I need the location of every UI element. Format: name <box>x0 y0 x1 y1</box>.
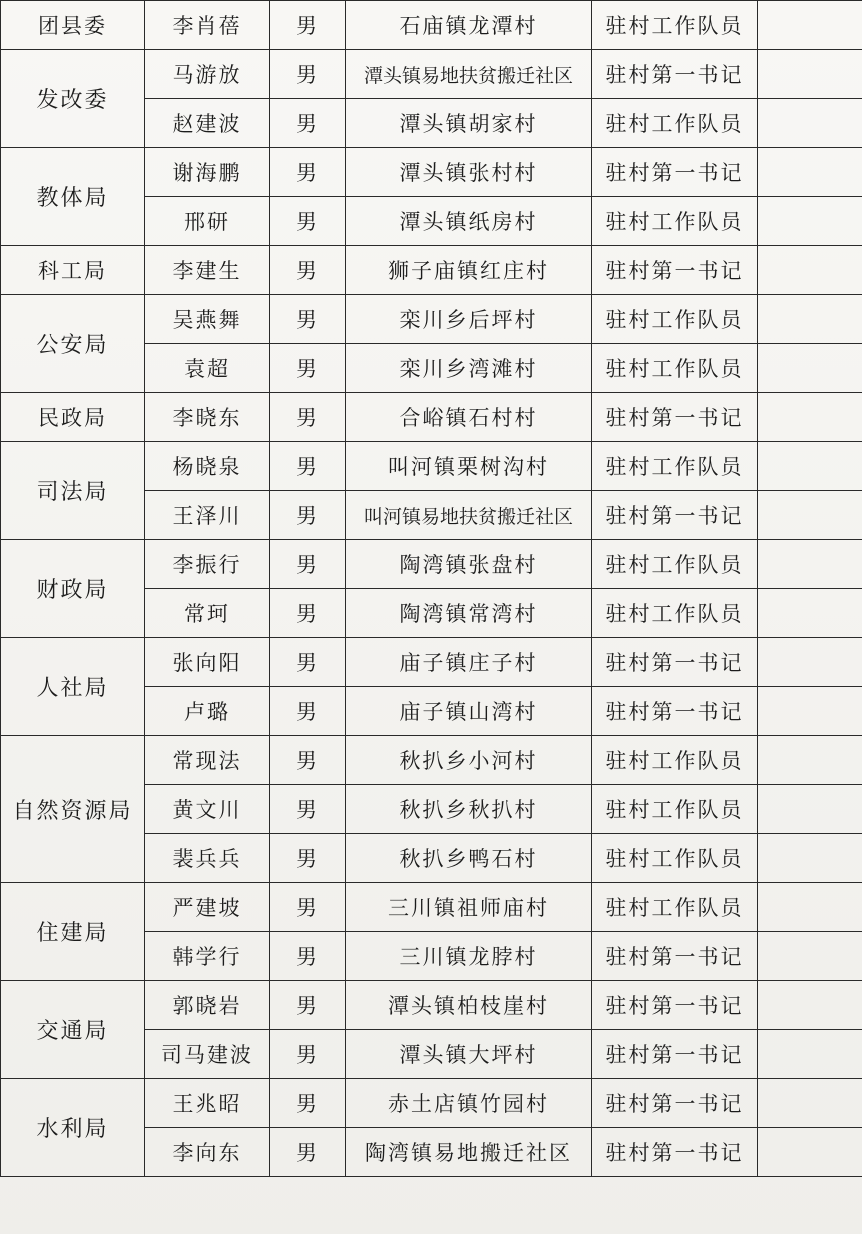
gender-cell: 男 <box>270 540 346 589</box>
unit-cell: 发改委 <box>1 50 145 148</box>
role-cell: 驻村第一书记 <box>592 638 758 687</box>
blank-cell <box>758 491 862 540</box>
role-cell: 驻村第一书记 <box>592 1079 758 1128</box>
unit-cell: 交通局 <box>1 981 145 1079</box>
blank-cell <box>758 736 862 785</box>
village-cell: 合峪镇石村村 <box>346 393 592 442</box>
role-cell: 驻村第一书记 <box>592 491 758 540</box>
village-cell: 三川镇龙脖村 <box>346 932 592 981</box>
unit-cell: 民政局 <box>1 393 145 442</box>
blank-cell <box>758 1128 862 1177</box>
role-cell: 驻村第一书记 <box>592 1128 758 1177</box>
table-row <box>1 442 862 491</box>
name-cell: 谢海鹏 <box>145 148 270 197</box>
role-cell: 驻村工作队员 <box>592 295 758 344</box>
gender-cell: 男 <box>270 834 346 883</box>
blank-cell <box>758 932 862 981</box>
table-row <box>1 981 862 1030</box>
blank-cell <box>758 344 862 393</box>
village-cell: 赤土店镇竹园村 <box>346 1079 592 1128</box>
role-cell: 驻村工作队员 <box>592 883 758 932</box>
role-cell: 驻村第一书记 <box>592 981 758 1030</box>
name-cell: 李肖蓓 <box>145 1 270 50</box>
village-cell: 狮子庙镇红庄村 <box>346 246 592 295</box>
gender-cell: 男 <box>270 491 346 540</box>
role-cell: 驻村第一书记 <box>592 393 758 442</box>
village-cell: 潭头镇柏枝崖村 <box>346 981 592 1030</box>
gender-cell: 男 <box>270 344 346 393</box>
table-row <box>1 1079 862 1128</box>
village-cell: 庙子镇庄子村 <box>346 638 592 687</box>
village-cell: 三川镇祖师庙村 <box>346 883 592 932</box>
name-cell: 吴燕舞 <box>145 295 270 344</box>
role-cell: 驻村工作队员 <box>592 1 758 50</box>
name-cell: 赵建波 <box>145 99 270 148</box>
role-cell: 驻村工作队员 <box>592 197 758 246</box>
name-cell: 李晓东 <box>145 393 270 442</box>
village-cell: 秋扒乡秋扒村 <box>346 785 592 834</box>
gender-cell: 男 <box>270 393 346 442</box>
blank-cell <box>758 785 862 834</box>
village-cell: 陶湾镇张盘村 <box>346 540 592 589</box>
name-cell: 裴兵兵 <box>145 834 270 883</box>
gender-cell: 男 <box>270 1030 346 1079</box>
name-cell: 郭晓岩 <box>145 981 270 1030</box>
role-cell: 驻村第一书记 <box>592 246 758 295</box>
role-cell: 驻村工作队员 <box>592 99 758 148</box>
name-cell: 严建坡 <box>145 883 270 932</box>
gender-cell: 男 <box>270 1 346 50</box>
table-row <box>1 736 862 785</box>
role-cell: 驻村第一书记 <box>592 687 758 736</box>
gender-cell: 男 <box>270 148 346 197</box>
gender-cell: 男 <box>270 981 346 1030</box>
name-cell: 卢璐 <box>145 687 270 736</box>
name-cell: 袁超 <box>145 344 270 393</box>
blank-cell <box>758 50 862 99</box>
gender-cell: 男 <box>270 638 346 687</box>
blank-cell <box>758 1079 862 1128</box>
name-cell: 李建生 <box>145 246 270 295</box>
village-cell: 庙子镇山湾村 <box>346 687 592 736</box>
village-cell: 叫河镇栗树沟村 <box>346 442 592 491</box>
blank-cell <box>758 393 862 442</box>
role-cell: 驻村第一书记 <box>592 148 758 197</box>
name-cell: 常现法 <box>145 736 270 785</box>
role-cell: 驻村第一书记 <box>592 932 758 981</box>
role-cell: 驻村工作队员 <box>592 785 758 834</box>
gender-cell: 男 <box>270 50 346 99</box>
gender-cell: 男 <box>270 687 346 736</box>
gender-cell: 男 <box>270 99 346 148</box>
village-cell: 潭头镇纸房村 <box>346 197 592 246</box>
personnel-table-body <box>1 1 862 1177</box>
gender-cell: 男 <box>270 883 346 932</box>
name-cell: 王兆昭 <box>145 1079 270 1128</box>
blank-cell <box>758 540 862 589</box>
role-cell: 驻村工作队员 <box>592 736 758 785</box>
gender-cell: 男 <box>270 1079 346 1128</box>
unit-cell: 财政局 <box>1 540 145 638</box>
blank-cell <box>758 197 862 246</box>
name-cell: 黄文川 <box>145 785 270 834</box>
village-cell: 石庙镇龙潭村 <box>346 1 592 50</box>
table-row <box>1 638 862 687</box>
village-cell: 潭头镇胡家村 <box>346 99 592 148</box>
table-row <box>1 148 862 197</box>
blank-cell <box>758 883 862 932</box>
unit-cell: 水利局 <box>1 1079 145 1177</box>
gender-cell: 男 <box>270 197 346 246</box>
name-cell: 王泽川 <box>145 491 270 540</box>
table-row <box>1 1 862 50</box>
blank-cell <box>758 834 862 883</box>
table-row <box>1 295 862 344</box>
unit-cell: 住建局 <box>1 883 145 981</box>
role-cell: 驻村工作队员 <box>592 589 758 638</box>
unit-cell: 自然资源局 <box>1 736 145 883</box>
blank-cell <box>758 148 862 197</box>
name-cell: 张向阳 <box>145 638 270 687</box>
blank-cell <box>758 638 862 687</box>
role-cell: 驻村工作队员 <box>592 540 758 589</box>
village-cell: 陶湾镇易地搬迁社区 <box>346 1128 592 1177</box>
village-cell: 秋扒乡小河村 <box>346 736 592 785</box>
role-cell: 驻村第一书记 <box>592 1030 758 1079</box>
blank-cell <box>758 246 862 295</box>
gender-cell: 男 <box>270 736 346 785</box>
gender-cell: 男 <box>270 1128 346 1177</box>
name-cell: 李向东 <box>145 1128 270 1177</box>
name-cell: 马游放 <box>145 50 270 99</box>
village-cell: 潭头镇张村村 <box>346 148 592 197</box>
role-cell: 驻村工作队员 <box>592 442 758 491</box>
village-cell: 秋扒乡鸭石村 <box>346 834 592 883</box>
village-cell: 栾川乡后坪村 <box>346 295 592 344</box>
gender-cell: 男 <box>270 932 346 981</box>
name-cell: 韩学行 <box>145 932 270 981</box>
table-row <box>1 540 862 589</box>
table-row <box>1 393 862 442</box>
name-cell: 邢研 <box>145 197 270 246</box>
blank-cell <box>758 99 862 148</box>
blank-cell <box>758 295 862 344</box>
name-cell: 李振行 <box>145 540 270 589</box>
unit-cell: 教体局 <box>1 148 145 246</box>
village-cell: 陶湾镇常湾村 <box>346 589 592 638</box>
village-cell: 叫河镇易地扶贫搬迁社区 <box>346 491 592 540</box>
unit-cell: 司法局 <box>1 442 145 540</box>
name-cell: 司马建波 <box>145 1030 270 1079</box>
name-cell: 常珂 <box>145 589 270 638</box>
unit-cell: 科工局 <box>1 246 145 295</box>
gender-cell: 男 <box>270 785 346 834</box>
role-cell: 驻村第一书记 <box>592 50 758 99</box>
table-row <box>1 246 862 295</box>
blank-cell <box>758 589 862 638</box>
table-row <box>1 50 862 99</box>
unit-cell: 人社局 <box>1 638 145 736</box>
gender-cell: 男 <box>270 442 346 491</box>
village-cell: 栾川乡湾滩村 <box>346 344 592 393</box>
blank-cell <box>758 1030 862 1079</box>
unit-cell: 团县委 <box>1 1 145 50</box>
blank-cell <box>758 981 862 1030</box>
role-cell: 驻村工作队员 <box>592 344 758 393</box>
blank-cell <box>758 1 862 50</box>
role-cell: 驻村工作队员 <box>592 834 758 883</box>
gender-cell: 男 <box>270 589 346 638</box>
table-row <box>1 883 862 932</box>
unit-cell: 公安局 <box>1 295 145 393</box>
gender-cell: 男 <box>270 295 346 344</box>
village-cell: 潭头镇大坪村 <box>346 1030 592 1079</box>
blank-cell <box>758 687 862 736</box>
name-cell: 杨晓泉 <box>145 442 270 491</box>
gender-cell: 男 <box>270 246 346 295</box>
blank-cell <box>758 442 862 491</box>
village-cell: 潭头镇易地扶贫搬迁社区 <box>346 50 592 99</box>
